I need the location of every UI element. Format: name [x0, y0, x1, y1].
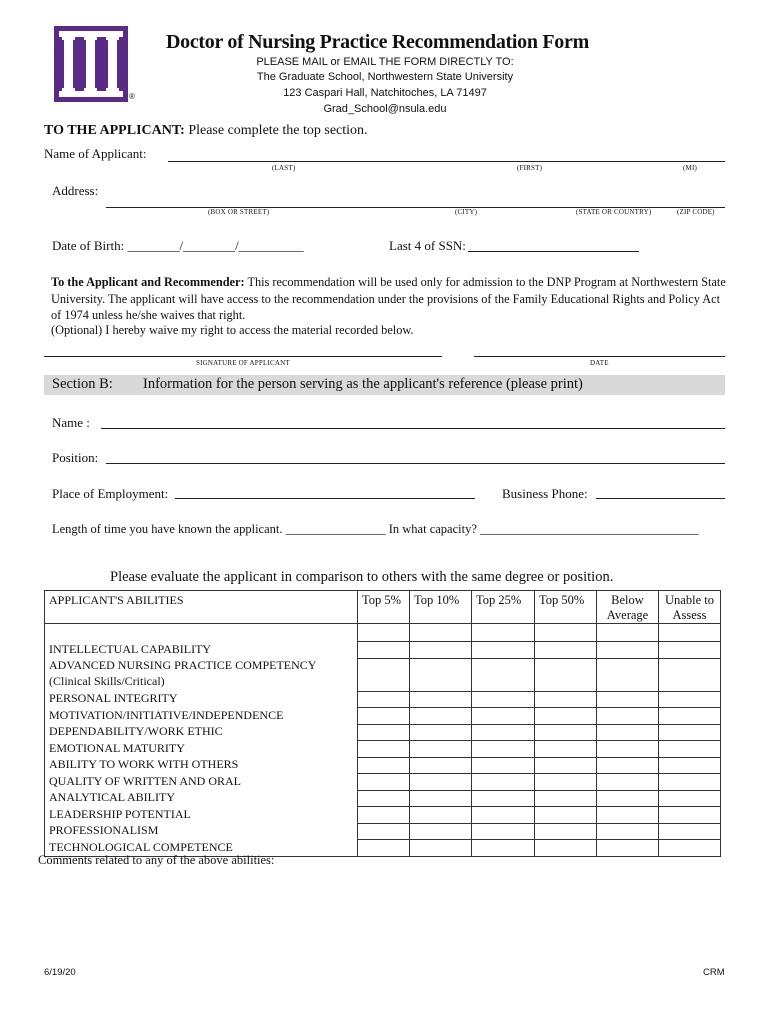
- reference-name-label: Name :: [52, 415, 90, 430]
- rating-cell-top-10[interactable]: [410, 708, 472, 725]
- rating-cell-top-10[interactable]: [410, 774, 472, 791]
- applicant-name-field[interactable]: [168, 161, 725, 162]
- rating-cell-unable-to-assess[interactable]: [659, 807, 721, 824]
- header-top-5: Top 5%: [358, 591, 410, 624]
- rating-cell-top-50[interactable]: [535, 691, 597, 708]
- rating-cell-top-10[interactable]: [410, 642, 472, 659]
- rating-cell-top-25[interactable]: [472, 807, 535, 824]
- rating-cell-top-25[interactable]: [472, 691, 535, 708]
- rating-cell-top-25[interactable]: [472, 741, 535, 758]
- footer-date: 6/19/20: [44, 967, 76, 978]
- mail-instruction: PLEASE MAIL or EMAIL THE FORM DIRECTLY TO:: [256, 56, 514, 68]
- rating-cell-top-5[interactable]: [358, 741, 410, 758]
- rating-cell-top-10[interactable]: [410, 790, 472, 807]
- rating-cell-top-50[interactable]: [535, 708, 597, 725]
- rating-cell-below-average[interactable]: [597, 757, 659, 774]
- rating-cell-top-10[interactable]: [410, 741, 472, 758]
- header-top-25: Top 25%: [472, 591, 535, 624]
- rating-cell-top-50[interactable]: [535, 807, 597, 824]
- ssn-label: Last 4 of SSN:: [389, 238, 466, 253]
- rating-cell-top-5[interactable]: [358, 807, 410, 824]
- rating-cell-below-average[interactable]: [597, 658, 659, 691]
- notice-bold: To the Applicant and Recommender:: [51, 275, 245, 289]
- rating-cell-unable-to-assess[interactable]: [659, 790, 721, 807]
- addr-state-caption: (STATE OR COUNTRY): [576, 208, 652, 216]
- rating-cell-top-25[interactable]: [472, 790, 535, 807]
- spacer-label-cell: [45, 624, 358, 642]
- name-first-caption: (FIRST): [517, 164, 543, 172]
- rating-cell-top-10[interactable]: [410, 724, 472, 741]
- reference-position-field[interactable]: [106, 463, 725, 464]
- rating-cell-top-50[interactable]: [535, 774, 597, 791]
- rating-cell-top-25[interactable]: [472, 757, 535, 774]
- notice-text: This recommendation will be used only for admission to the DNP Program at Northwestern State University. The applicant will have access to the recommendation under the provisions of the Family Educational Rights and Policy Act of 1974 unless he/she waives that right.: [51, 275, 726, 322]
- ability-row: [45, 807, 721, 824]
- rating-cell-below-average[interactable]: [597, 840, 659, 857]
- rating-cell-top-5[interactable]: [358, 823, 410, 840]
- name-last-caption: (LAST): [272, 164, 296, 172]
- ability-rows: [45, 624, 721, 857]
- name-mi-caption: (MI): [683, 164, 698, 172]
- comments-label: Comments related to any of the above abilities:: [38, 853, 275, 867]
- header-top-10: Top 10%: [410, 591, 472, 624]
- rating-cell-top-50[interactable]: [535, 724, 597, 741]
- rating-cell-top-25[interactable]: [472, 642, 535, 659]
- rating-cell-unable-to-assess[interactable]: [659, 741, 721, 758]
- rating-cell-top-5[interactable]: [358, 757, 410, 774]
- rating-cell-top-25[interactable]: [472, 658, 535, 691]
- header-unable-to-assess: Unable to Assess: [659, 591, 721, 624]
- signature-date-caption: DATE: [590, 359, 609, 367]
- employment-label: Place of Employment:: [52, 486, 169, 501]
- ability-label: QUALITY OF WRITTEN AND ORAL: [45, 774, 358, 791]
- business-phone-field[interactable]: [596, 498, 725, 499]
- rating-cell-top-5[interactable]: [358, 658, 410, 691]
- contact-email[interactable]: Grad_School@nsula.edu: [323, 103, 447, 115]
- ability-label: INTELLECTUAL CAPABILITY: [45, 642, 358, 659]
- address-line-street: 123 Caspari Hall, Natchitoches, LA 71497: [283, 87, 487, 99]
- rating-cell-top-5[interactable]: [358, 840, 410, 857]
- section-b-banner: [44, 375, 725, 395]
- rating-cell-top-10[interactable]: [410, 757, 472, 774]
- rating-cell-unable-to-assess[interactable]: [659, 774, 721, 791]
- footer-code: CRM: [703, 967, 725, 978]
- applicant-heading-bold: TO THE APPLICANT:: [44, 123, 185, 138]
- ability-row: [45, 823, 721, 840]
- ability-label: TECHNOLOGICAL COMPETENCE: [45, 840, 358, 857]
- spacer-rating-cell[interactable]: [410, 624, 472, 642]
- header-spacer-row: [45, 624, 721, 642]
- rating-cell-top-5[interactable]: [358, 774, 410, 791]
- rating-cell-unable-to-assess[interactable]: [659, 840, 721, 857]
- signature-date-field[interactable]: [474, 356, 725, 357]
- logo-registered-mark: ®: [129, 92, 135, 101]
- signature-field[interactable]: [44, 356, 442, 357]
- rating-cell-top-10[interactable]: [410, 658, 472, 691]
- evaluation-table: [44, 590, 721, 857]
- ability-label: EMOTIONAL MATURITY: [45, 741, 358, 758]
- ability-row: [45, 741, 721, 758]
- rating-cell-top-50[interactable]: [535, 790, 597, 807]
- spacer-rating-cell[interactable]: [597, 624, 659, 642]
- rating-cell-top-10[interactable]: [410, 807, 472, 824]
- evaluation-header-row: [45, 591, 721, 624]
- spacer-rating-cell[interactable]: [358, 624, 410, 642]
- section-b-title: Information for the person serving as the applicant's reference (please print): [143, 376, 583, 392]
- business-phone-label: Business Phone:: [502, 486, 588, 501]
- rating-cell-unable-to-assess[interactable]: [659, 724, 721, 741]
- ability-row: [45, 790, 721, 807]
- rating-cell-top-50[interactable]: [535, 741, 597, 758]
- dob-field[interactable]: Date of Birth: ________/________/__________: [52, 238, 304, 253]
- rating-cell-top-5[interactable]: [358, 691, 410, 708]
- address-line-school: The Graduate School, Northwestern State University: [256, 71, 514, 83]
- rating-cell-top-50[interactable]: [535, 757, 597, 774]
- rating-cell-top-5[interactable]: [358, 724, 410, 741]
- rating-cell-below-average[interactable]: [597, 724, 659, 741]
- ability-label: ABILITY TO WORK WITH OTHERS: [45, 757, 358, 774]
- rating-cell-unable-to-assess[interactable]: [659, 757, 721, 774]
- rating-cell-below-average[interactable]: [597, 790, 659, 807]
- rating-cell-unable-to-assess[interactable]: [659, 658, 721, 691]
- waiver-text: (Optional) I hereby waive my right to access the material recorded below.: [51, 323, 414, 337]
- rating-cell-top-5[interactable]: [358, 708, 410, 725]
- address-label: Address:: [52, 183, 99, 198]
- ability-label: PROFESSIONALISM: [45, 823, 358, 840]
- rating-cell-top-25[interactable]: [472, 724, 535, 741]
- ability-label: PERSONAL INTEGRITY: [45, 691, 358, 708]
- rating-cell-top-50[interactable]: [535, 840, 597, 857]
- reference-position-label: Position:: [52, 450, 99, 465]
- ability-row: [45, 708, 721, 725]
- spacer-rating-cell[interactable]: [659, 624, 721, 642]
- ability-row: [45, 724, 721, 741]
- ability-label: ADVANCED NURSING PRACTICE COMPETENCY (Clinical Skills/Critical): [45, 658, 358, 691]
- signature-caption: SIGNATURE OF APPLICANT: [196, 359, 290, 367]
- rating-cell-top-50[interactable]: [535, 658, 597, 691]
- rating-cell-top-10[interactable]: [410, 840, 472, 857]
- rating-cell-unable-to-assess[interactable]: [659, 708, 721, 725]
- ability-label: ANALYTICAL ABILITY: [45, 790, 358, 807]
- rating-cell-below-average[interactable]: [597, 708, 659, 725]
- reference-name-field[interactable]: [101, 428, 725, 429]
- header-top-50: Top 50%: [535, 591, 597, 624]
- rating-cell-top-50[interactable]: [535, 642, 597, 659]
- rating-cell-unable-to-assess[interactable]: [659, 642, 721, 659]
- ability-label: MOTIVATION/INITIATIVE/INDEPENDENCE: [45, 708, 358, 725]
- evaluation-prompt: Please evaluate the applicant in comparison to others with the same degree or position.: [110, 569, 614, 585]
- rating-cell-below-average[interactable]: [597, 741, 659, 758]
- applicant-name-label: Name of Applicant:: [44, 146, 147, 161]
- ssn-field[interactable]: [468, 251, 639, 252]
- applicant-heading: [44, 123, 368, 139]
- addr-zip-caption: (ZIP CODE): [677, 208, 715, 216]
- rating-cell-top-10[interactable]: [410, 823, 472, 840]
- form-title: Doctor of Nursing Practice Recommendation Form: [166, 31, 589, 53]
- rating-cell-below-average[interactable]: [597, 823, 659, 840]
- rating-cell-top-25[interactable]: [472, 708, 535, 725]
- rating-cell-top-25[interactable]: [472, 823, 535, 840]
- rating-cell-top-25[interactable]: [472, 774, 535, 791]
- ability-label: LEADERSHIP POTENTIAL: [45, 807, 358, 824]
- rating-cell-below-average[interactable]: [597, 642, 659, 659]
- header-below-average: Below Average: [597, 591, 659, 624]
- rating-cell-below-average[interactable]: [597, 691, 659, 708]
- rating-cell-unable-to-assess[interactable]: [659, 823, 721, 840]
- ability-row: [45, 757, 721, 774]
- header-abilities: APPLICANT'S ABILITIES: [45, 591, 358, 624]
- rating-cell-top-25[interactable]: [472, 840, 535, 857]
- rating-cell-unable-to-assess[interactable]: [659, 691, 721, 708]
- rating-cell-top-10[interactable]: [410, 691, 472, 708]
- ability-row: [45, 774, 721, 791]
- addr-box-caption: (BOX OR STREET): [208, 208, 270, 216]
- ability-row: [45, 642, 721, 659]
- rating-cell-below-average[interactable]: [597, 774, 659, 791]
- rating-cell-top-5[interactable]: [358, 790, 410, 807]
- rating-cell-below-average[interactable]: [597, 807, 659, 824]
- length-capacity-field[interactable]: Length of time you have known the applicant. ________________ In what capacity? ___________________________________: [52, 522, 699, 536]
- ability-row: [45, 691, 721, 708]
- applicant-heading-text: Please complete the top section.: [188, 123, 368, 138]
- ability-row: [45, 658, 721, 691]
- spacer-rating-cell[interactable]: [535, 624, 597, 642]
- ability-label: DEPENDABILITY/WORK ETHIC: [45, 724, 358, 741]
- employment-field[interactable]: [175, 498, 475, 499]
- rating-cell-top-50[interactable]: [535, 823, 597, 840]
- spacer-rating-cell[interactable]: [472, 624, 535, 642]
- addr-city-caption: (CITY): [455, 208, 478, 216]
- rating-cell-top-5[interactable]: [358, 642, 410, 659]
- notice-paragraph: [51, 274, 731, 324]
- section-b-label: Section B:: [52, 376, 113, 392]
